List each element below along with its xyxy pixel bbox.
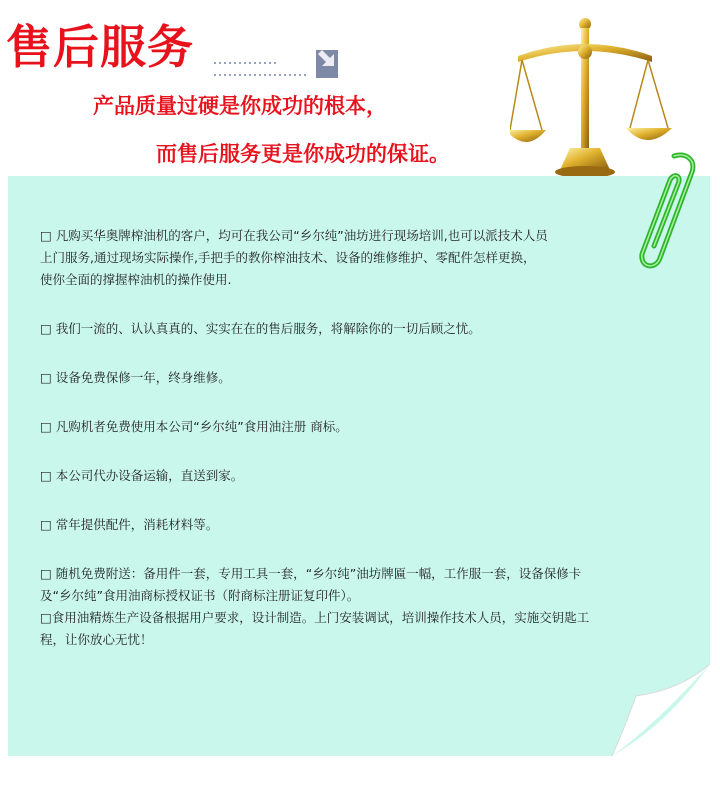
paragraph-service <box>40 318 670 340</box>
text-line: 使你全面的撑握榨油机的操作使用. <box>40 272 232 287</box>
text-line: □ 我们一流的、认认真真的、实实在在的售后服务，将解除你的一切后顾之忧。 <box>40 321 481 336</box>
text-line: □ 设备免费保修一年，终身维修。 <box>40 370 231 385</box>
paragraph-warranty <box>40 367 670 389</box>
text-line: □ 本公司代办设备运输，直送到家。 <box>40 468 244 483</box>
page-title: 售后服务 <box>6 20 194 74</box>
paragraph-parts <box>40 514 670 536</box>
text-line: □ 凡购机者免费使用本公司“乡尔纯”食用油注册 商标。 <box>40 419 348 434</box>
text-line: □ 凡购买华奥牌榨油机的客户，均可在我公司“乡尔纯”油坊进行现场培训,也可以派技术人员 <box>40 228 548 243</box>
text-line: 及“乡尔纯”食用油商标授权证书（附商标注册证复印件）。 <box>40 588 360 603</box>
text-line: 程，让你放心无忧！ <box>40 632 153 647</box>
service-list <box>40 225 670 651</box>
slogan-line-2: 而售后服务更是你成功的保证。 <box>156 142 450 166</box>
paragraph-refining <box>40 607 670 651</box>
paragraph-trademark <box>40 416 670 438</box>
slogan-line-1: 产品质量过硬是你成功的根本， <box>93 94 387 118</box>
paragraph-gifts <box>40 563 670 607</box>
text-line: □ 常年提供配件，消耗材料等。 <box>40 517 219 532</box>
text-line: □食用油精炼生产设备根据用户要求，设计制造。上门安装调试，培训操作技术人员，实施交钥匙工 <box>40 610 590 625</box>
text-line: 上门服务,通过现场实际操作,手把手的教你榨油技术、设备的维修维护、零配件怎样更换， <box>40 250 536 265</box>
paragraph-shipping <box>40 465 670 487</box>
paragraph-training <box>40 225 670 291</box>
text-line: □ 随机免费附送：备用件一套，专用工具一套，“乡尔纯”油坊牌匾一幅，工作服一套，设备保修卡 <box>40 566 582 581</box>
dots-decor-icon <box>214 50 338 80</box>
